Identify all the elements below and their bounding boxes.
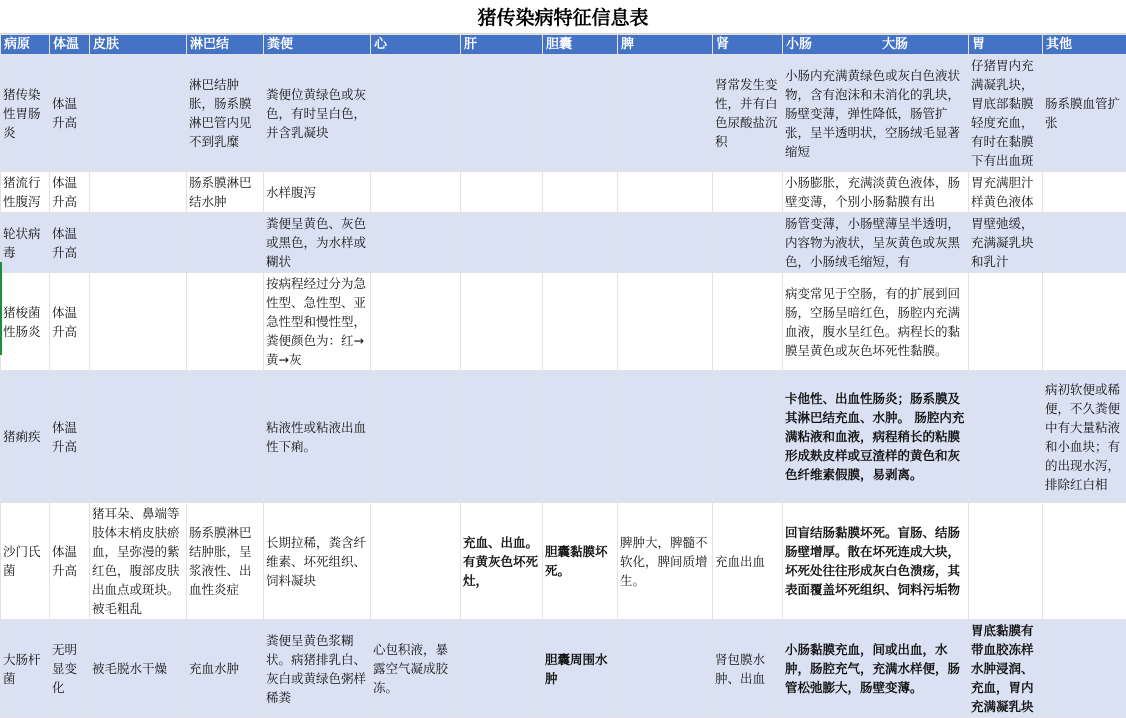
cell-pathogen[interactable]: 猪传染性胃肠炎 bbox=[1, 55, 50, 172]
cell-feces[interactable]: 粘液性或粘液出血性下痢。 bbox=[264, 371, 371, 503]
table-row bbox=[1, 273, 1126, 371]
cell-feces[interactable]: 水样腹泻 bbox=[264, 172, 371, 213]
cell-temperature[interactable]: 体温升高 bbox=[50, 213, 90, 273]
table-row bbox=[1, 55, 1126, 172]
cell-heart[interactable] bbox=[371, 503, 461, 620]
header-feces[interactable]: 粪便 bbox=[264, 35, 371, 55]
cell-kidney[interactable] bbox=[713, 213, 783, 273]
cell-heart[interactable] bbox=[371, 172, 461, 213]
cell-liver[interactable] bbox=[461, 213, 543, 273]
cell-other[interactable] bbox=[1043, 273, 1126, 371]
cell-other[interactable]: 病初软便或稀便，不久粪便中有大量粘液和小血块；有的出现水泻，排除红白相 bbox=[1043, 371, 1126, 503]
cell-spleen[interactable] bbox=[618, 213, 713, 273]
header-gallbladder[interactable]: 胆囊 bbox=[543, 35, 618, 55]
header-skin[interactable]: 皮肤 bbox=[90, 35, 187, 55]
cell-gallbladder[interactable]: 胆囊周围水肿 bbox=[543, 620, 618, 718]
table-row bbox=[1, 503, 1126, 620]
cell-stomach[interactable]: 胃充满胆汁样黄色液体 bbox=[969, 172, 1043, 213]
cell-other[interactable] bbox=[1043, 172, 1126, 213]
cell-heart[interactable] bbox=[371, 55, 461, 172]
table-row bbox=[1, 371, 1126, 503]
cell-lymph-node[interactable]: 充血水肿 bbox=[187, 620, 264, 718]
cell-spleen[interactable] bbox=[618, 620, 713, 718]
cell-temperature[interactable]: 体温升高 bbox=[50, 273, 90, 371]
cell-gallbladder[interactable] bbox=[543, 55, 618, 172]
cell-stomach[interactable] bbox=[969, 273, 1043, 371]
cell-liver[interactable] bbox=[461, 371, 543, 503]
cell-stomach[interactable]: 胃底黏膜有带血胶冻样水肿浸润、充血，胃内充满凝乳块 bbox=[969, 620, 1043, 718]
cell-spleen[interactable] bbox=[618, 371, 713, 503]
cell-temperature[interactable]: 体温升高 bbox=[50, 371, 90, 503]
cell-pathogen[interactable]: 猪梭菌性肠炎 bbox=[1, 273, 50, 371]
row-selection-marker bbox=[0, 262, 2, 355]
cell-other[interactable] bbox=[1043, 620, 1126, 718]
table-row bbox=[1, 172, 1126, 213]
cell-skin[interactable] bbox=[90, 55, 187, 172]
cell-other[interactable]: 肠系膜血管扩张 bbox=[1043, 55, 1126, 172]
cell-intestines[interactable]: 小肠内充满黄绿色或灰白色液状物，含有泡沫和未消化的乳块，肠壁变薄，弹性降低，肠管扩张，呈半透明状，空肠绒毛显著缩短 bbox=[783, 55, 969, 172]
cell-intestines[interactable]: 小肠膨胀，充满淡黄色液体，肠壁变薄，个别小肠黏膜有出 bbox=[783, 172, 969, 213]
cell-feces[interactable]: 长期拉稀，粪含纤维素、坏死组织、饲料凝块 bbox=[264, 503, 371, 620]
header-spleen[interactable]: 脾 bbox=[618, 35, 713, 55]
cell-skin[interactable] bbox=[90, 371, 187, 503]
cell-lymph-node[interactable]: 淋巴结肿胀，肠系膜淋巴管内见不到乳糜 bbox=[187, 55, 264, 172]
table-row bbox=[1, 213, 1126, 273]
table-row bbox=[1, 620, 1126, 718]
cell-gallbladder[interactable] bbox=[543, 213, 618, 273]
cell-liver[interactable]: 充血、出血。有黄灰色坏死灶， bbox=[461, 503, 543, 620]
disease-table bbox=[0, 34, 1126, 718]
cell-intestines[interactable]: 卡他性、出血性肠炎；肠系膜及其淋巴结充血、水肿。 肠腔内充满粘液和血液，病程稍长的粘膜形成麸皮样或豆渣样的黄色和灰色纤维素假膜，易剥离。 bbox=[783, 371, 969, 503]
cell-stomach[interactable]: 胃壁弛缓，充满凝乳块和乳汁 bbox=[969, 213, 1043, 273]
header-kidney[interactable]: 肾 bbox=[713, 35, 783, 55]
cell-heart[interactable] bbox=[371, 213, 461, 273]
cell-heart[interactable]: 心包积液，暴露空气凝成胶冻。 bbox=[371, 620, 461, 718]
cell-other[interactable] bbox=[1043, 503, 1126, 620]
cell-intestines[interactable]: 小肠黏膜充血，间或出血，水肿，肠腔充气，充满水样便，肠管松弛膨大，肠壁变薄。 bbox=[783, 620, 969, 718]
cell-other[interactable] bbox=[1043, 213, 1126, 273]
cell-spleen[interactable] bbox=[618, 172, 713, 213]
cell-skin[interactable] bbox=[90, 273, 187, 371]
cell-kidney[interactable] bbox=[713, 273, 783, 371]
header-liver[interactable]: 肝 bbox=[461, 35, 543, 55]
cell-gallbladder[interactable] bbox=[543, 371, 618, 503]
header-large-intestine[interactable]: 大肠 bbox=[882, 35, 908, 54]
header-stomach[interactable]: 胃 bbox=[969, 35, 1043, 55]
cell-pathogen[interactable]: 大肠杆菌 bbox=[1, 620, 50, 718]
cell-lymph-node[interactable] bbox=[187, 213, 264, 273]
header-other[interactable]: 其他 bbox=[1043, 35, 1126, 55]
cell-pathogen[interactable]: 猪流行性腹泻 bbox=[1, 172, 50, 213]
cell-skin[interactable]: 猪耳朵、鼻端等肢体末梢皮肤瘀血，呈弥漫的紫红色，腹部皮肤出血点或斑块。被毛粗乱 bbox=[90, 503, 187, 620]
cell-pathogen[interactable]: 猪痢疾 bbox=[1, 371, 50, 503]
cell-gallbladder[interactable] bbox=[543, 273, 618, 371]
cell-feces[interactable]: 按病程经过分为急性型、急性型、亚急性型和慢性型，粪便颜色为：红→黄→灰 bbox=[264, 273, 371, 371]
cell-heart[interactable] bbox=[371, 371, 461, 503]
cell-spleen[interactable] bbox=[618, 273, 713, 371]
cell-feces[interactable]: 粪便位黄绿色或灰色，有时呈白色，并含乳凝块 bbox=[264, 55, 371, 172]
cell-kidney[interactable] bbox=[713, 172, 783, 213]
cell-intestines[interactable]: 回盲结肠黏膜坏死。盲肠、结肠肠壁增厚。散在坏死连成大块，坏死处往往形成灰白色溃疡，其表面覆盖坏死组织、饲料污垢物 bbox=[783, 503, 969, 620]
cell-gallbladder[interactable] bbox=[543, 172, 618, 213]
cell-kidney[interactable] bbox=[713, 371, 783, 503]
header-row bbox=[1, 35, 1126, 55]
cell-intestines[interactable]: 肠管变薄，小肠壁薄呈半透明，内容物为液状，呈灰黄色或灰黑色，小肠绒毛缩短，有 bbox=[783, 213, 969, 273]
cell-temperature[interactable]: 体温升高 bbox=[50, 172, 90, 213]
cell-intestines[interactable]: 病变常见于空肠，有的扩展到回肠，空肠呈暗红色，肠腔内充满血液，腹水呈红色。病程长的黏膜呈黄色或灰色坏死性黏膜。 bbox=[783, 273, 969, 371]
header-heart[interactable]: 心 bbox=[371, 35, 461, 55]
header-small-intestine[interactable]: 小肠 bbox=[783, 35, 882, 54]
cell-liver[interactable] bbox=[461, 273, 543, 371]
header-intestines[interactable] bbox=[783, 35, 969, 55]
cell-skin[interactable] bbox=[90, 213, 187, 273]
header-pathogen[interactable]: 病原 bbox=[1, 35, 50, 55]
header-temperature[interactable]: 体温 bbox=[50, 35, 90, 55]
cell-kidney[interactable]: 肾包膜水肿、出血 bbox=[713, 620, 783, 718]
cell-pathogen[interactable]: 沙门氏菌 bbox=[1, 503, 50, 620]
cell-temperature[interactable]: 体温升高 bbox=[50, 55, 90, 172]
cell-lymph-node[interactable] bbox=[187, 273, 264, 371]
cell-stomach[interactable] bbox=[969, 503, 1043, 620]
cell-feces[interactable]: 粪便呈黄色、灰色或黑色，为水样或糊状 bbox=[264, 213, 371, 273]
cell-temperature[interactable]: 体温升高 bbox=[50, 503, 90, 620]
cell-stomach[interactable] bbox=[969, 371, 1043, 503]
cell-heart[interactable] bbox=[371, 273, 461, 371]
table-title: 猪传染病特征信息表 bbox=[0, 0, 1126, 34]
cell-temperature[interactable]: 无明显变化 bbox=[50, 620, 90, 718]
cell-pathogen[interactable]: 轮状病毒 bbox=[1, 213, 50, 273]
cell-gallbladder[interactable]: 胆囊黏膜坏死。 bbox=[543, 503, 618, 620]
cell-stomach[interactable]: 仔猪胃内充满凝乳块，胃底部黏膜轻度充血，有时在黏膜下有出血斑 bbox=[969, 55, 1043, 172]
cell-liver[interactable] bbox=[461, 172, 543, 213]
cell-spleen[interactable]: 脾肿大，脾髓不软化，脾间质增生。 bbox=[618, 503, 713, 620]
cell-kidney[interactable]: 肾常发生变性，并有白色尿酸盐沉积 bbox=[713, 55, 783, 172]
cell-lymph-node[interactable]: 肠系膜淋巴结水肿 bbox=[187, 172, 264, 213]
cell-spleen[interactable] bbox=[618, 55, 713, 172]
cell-lymph-node[interactable]: 肠系膜淋巴结肿胀，呈浆液性、出血性炎症 bbox=[187, 503, 264, 620]
cell-feces[interactable]: 粪便呈黄色浆糊状。病猪排乳白、灰白或黄绿色粥样稀粪 bbox=[264, 620, 371, 718]
cell-kidney[interactable]: 充血出血 bbox=[713, 503, 783, 620]
cell-skin[interactable] bbox=[90, 172, 187, 213]
cell-liver[interactable] bbox=[461, 620, 543, 718]
cell-lymph-node[interactable] bbox=[187, 371, 264, 503]
cell-skin[interactable]: 被毛脱水干燥 bbox=[90, 620, 187, 718]
cell-liver[interactable] bbox=[461, 55, 543, 172]
header-lymph-node[interactable]: 淋巴结 bbox=[187, 35, 264, 55]
